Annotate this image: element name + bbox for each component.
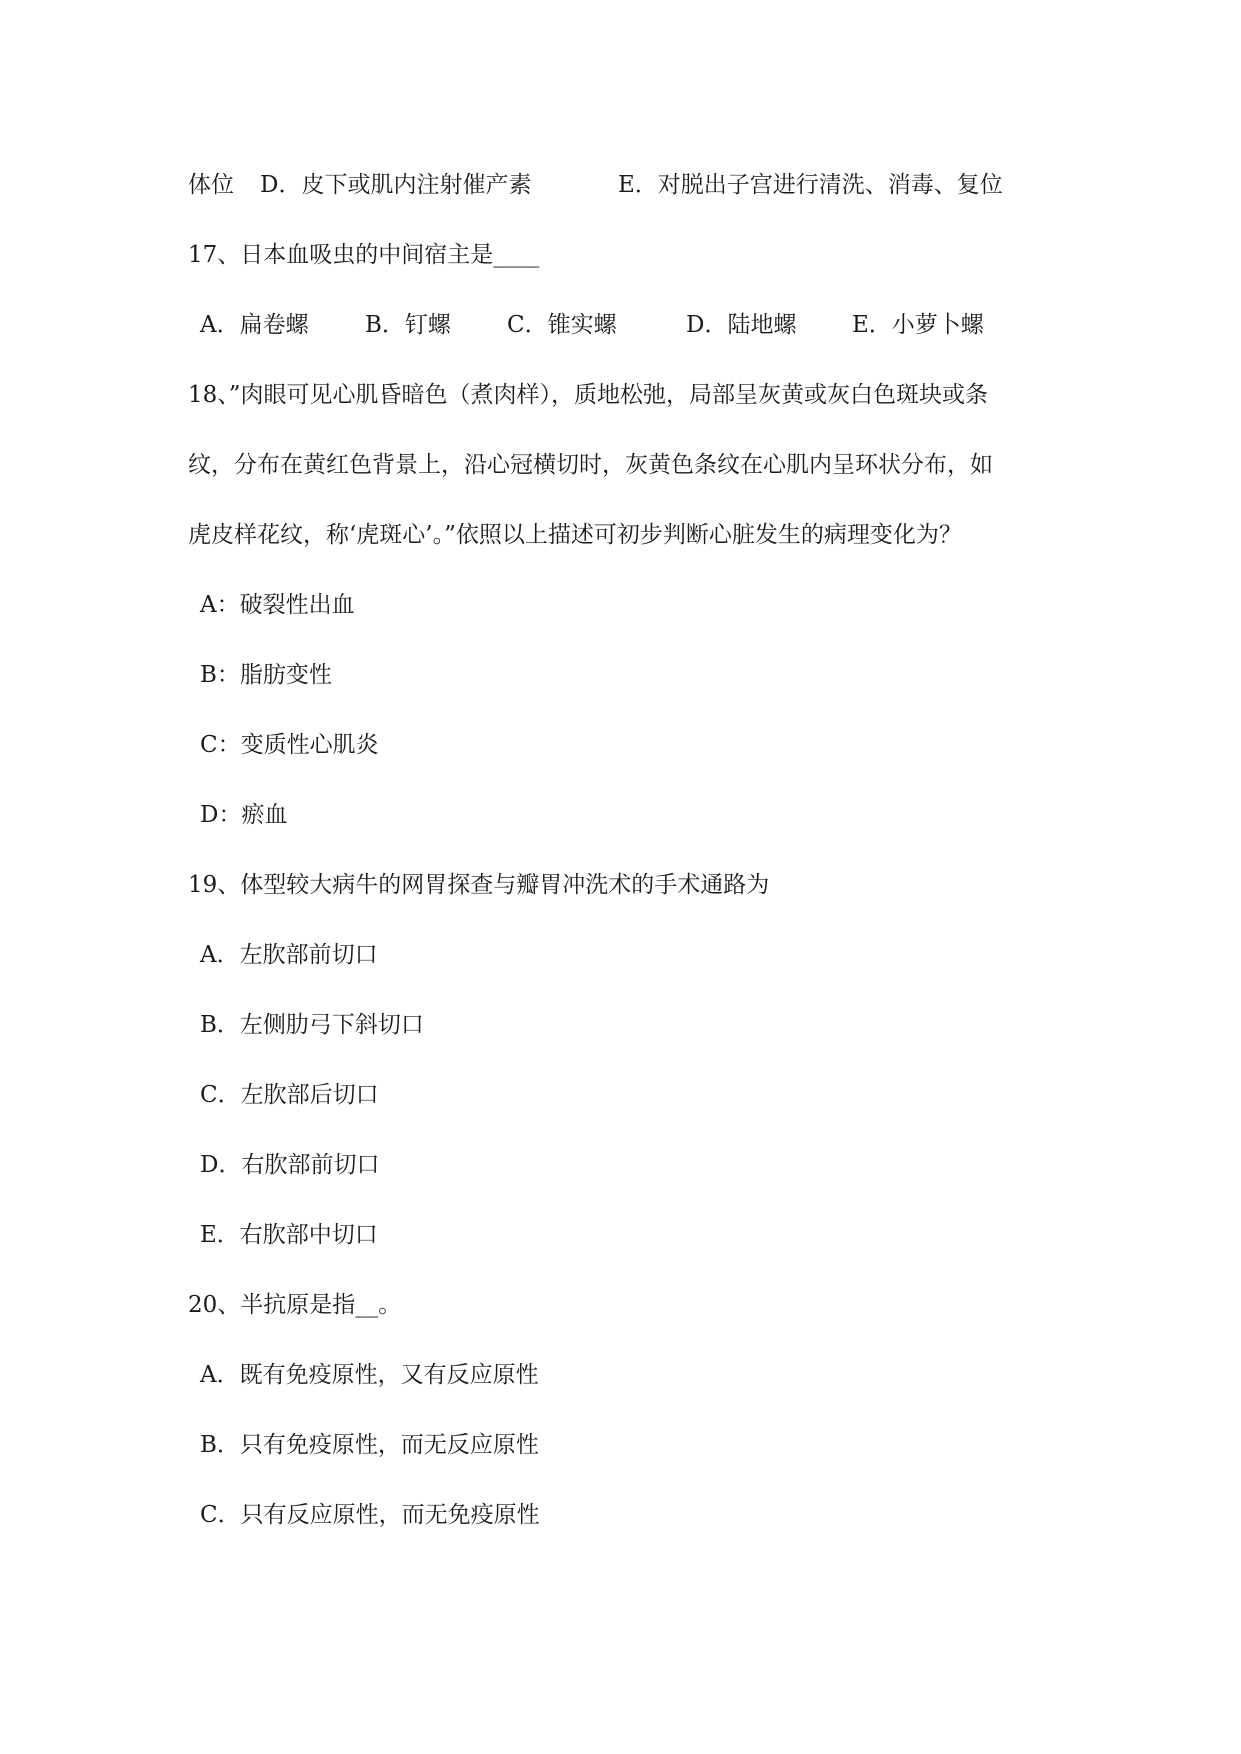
option-e: E．对脱出子宫进行清洗、消毒、复位 [618,172,1003,198]
q17-option-b: B．钉螺 [365,312,451,338]
option-d: D．皮下或肌内注射催产素 [260,172,532,198]
q20-option-a: A．既有免疫原性，又有反应原性 [200,1362,539,1388]
question-17-stem: 17、日本血吸虫的中间宿主是____ [188,242,540,268]
q19-option-a: A．左肷部前切口 [200,942,378,968]
q19-option-b: B．左侧肋弓下斜切口 [200,1012,424,1038]
q17-option-e: E．小萝卜螺 [852,312,984,338]
q18-option-b: B：脂肪变性 [200,662,332,688]
question-18-stem-line-3: 虎皮样花纹，称‘虎斑心’。”依照以上描述可初步判断心脏发生的病理变化为？ [188,522,962,548]
question-18-stem-line-1: 18、”肉眼可见心肌昏暗色（煮肉样），质地松弛，局部呈灰黄或灰白色斑块或条 [188,382,989,408]
q18-option-a: A：破裂性出血 [200,592,355,618]
q20-option-b: B．只有免疫原性，而无反应原性 [200,1432,539,1458]
q18-option-c: C：变质性心肌炎 [200,732,379,758]
continuation-prefix: 体位 [188,172,234,198]
q19-option-c: C．左肷部后切口 [200,1082,379,1108]
q20-option-c: C．只有反应原性，而无免疫原性 [200,1502,540,1528]
q19-option-e: E．右肷部中切口 [200,1222,378,1248]
q18-option-d: D：瘀血 [200,802,288,828]
q17-option-d: D．陆地螺 [686,312,797,338]
q17-option-c: C．锥实螺 [507,312,617,338]
q19-option-d: D．右肷部前切口 [200,1152,380,1178]
question-18-stem-line-2: 纹，分布在黄红色背景上，沿心冠横切时，灰黄色条纹在心肌内呈环状分布，如 [188,452,993,478]
question-19-stem: 19、体型较大病牛的网胃探查与瓣胃冲洗术的手术通路为 [188,872,770,898]
question-20-stem: 20、半抗原是指__。 [188,1292,402,1318]
q17-option-a: A．扁卷螺 [200,312,309,338]
